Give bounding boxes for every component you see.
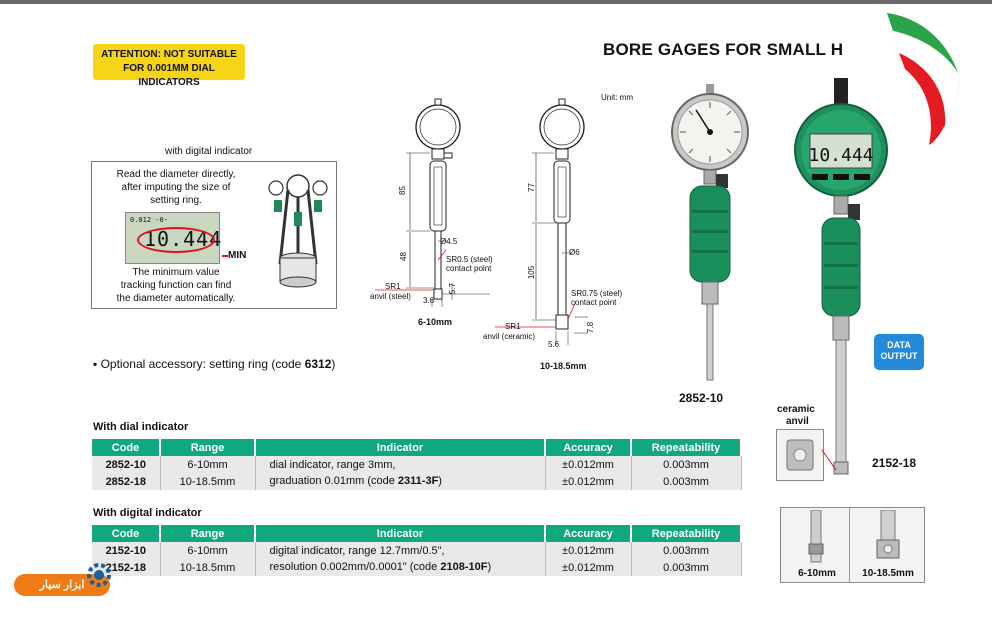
- digital-box-label: with digital indicator: [165, 146, 253, 157]
- dim-5-7: 5.7: [448, 282, 458, 295]
- cell-code: 2152-10: [92, 542, 160, 559]
- dim-105: 105: [527, 265, 537, 280]
- dial-product-code: 2852-10: [679, 391, 724, 405]
- table-row: [92, 456, 741, 473]
- cell-range: 6-10mm: [160, 542, 255, 559]
- sr-steel-label-2: SR0.75 (steel): [571, 289, 623, 298]
- attention-badge: [93, 44, 245, 88]
- cell-repeatability: 0.003mm: [631, 542, 741, 559]
- dim-dia-6: Ø6: [569, 248, 580, 257]
- indicator-text: graduation 0.01mm (code: [269, 475, 398, 487]
- text-line: Read the diameter directly,: [116, 169, 236, 180]
- cell-range: 10-18.5mm: [160, 559, 255, 576]
- optional-code: 6312: [304, 357, 332, 371]
- ceramic-pointer-line: [820, 448, 850, 478]
- indicator-text: ): [487, 561, 492, 573]
- cell-range: 6-10mm: [160, 456, 255, 473]
- digital-spec-table: [92, 525, 742, 576]
- data-output-line-2: OUTPUT: [880, 351, 918, 361]
- cell-repeatability: 0.003mm: [631, 456, 741, 473]
- drawing1-caption: 6-10mm: [418, 317, 453, 327]
- indicator-line-2: [270, 473, 545, 489]
- dim-48: 48: [398, 252, 408, 261]
- digital-gage-display: 10.444: [808, 145, 874, 166]
- digital-explanation-box: [91, 161, 337, 309]
- sr1-label-2: SR1: [505, 322, 521, 331]
- digital-text-top: [96, 168, 256, 207]
- text-line: setting ring.: [150, 195, 202, 206]
- text-line: tracking function can find: [120, 280, 232, 291]
- cell-range: 10-18.5mm: [160, 473, 255, 490]
- contact-point-label-2: contact point: [571, 298, 617, 307]
- dim-7-8: 7.8: [586, 321, 596, 334]
- col-range: Range: [160, 525, 255, 542]
- top-border: [0, 0, 992, 4]
- anvil-label: anvil: [786, 416, 809, 427]
- indicator-code: 2108-10F: [440, 561, 488, 573]
- lcd-small-readout: 0.012 -0-: [130, 216, 168, 224]
- col-range: Range: [160, 439, 255, 456]
- indicator-line-2: [270, 559, 545, 575]
- drawing2-caption: 10-18.5mm: [540, 361, 587, 371]
- col-indicator: Indicator: [255, 439, 545, 456]
- indicator-code: 2311-3F: [397, 475, 439, 487]
- col-accuracy: Accuracy: [545, 439, 631, 456]
- cell-accuracy: ±0.012mm: [545, 542, 631, 559]
- sr1-label: SR1: [385, 282, 401, 291]
- thumb-10-18-caption: 10-18.5mm: [862, 568, 914, 579]
- col-repeatability: Repeatability: [631, 439, 741, 456]
- data-output-line-1: DATA: [887, 340, 911, 350]
- table-row: [92, 542, 741, 559]
- col-indicator: Indicator: [255, 525, 545, 542]
- min-label: MIN: [228, 250, 247, 261]
- dial-bore-gage-photo: [660, 80, 760, 390]
- table-header-row: [92, 525, 741, 542]
- text-line: The minimum value: [132, 267, 220, 278]
- table-header-row: [92, 439, 741, 456]
- attention-line-1: ATTENTION: NOT SUITABLE: [101, 49, 237, 60]
- thumb-6-10-caption: 6-10mm: [798, 568, 836, 579]
- digital-product-code: 2152-18: [872, 456, 917, 470]
- optional-suffix: ): [331, 357, 336, 371]
- ceramic-anvil-inset: [776, 429, 824, 481]
- cell-repeatability: 0.003mm: [631, 559, 741, 576]
- tip-thumbnails: [780, 507, 925, 583]
- optional-prefix: ▪ Optional accessory: setting ring (code: [93, 357, 305, 371]
- cell-code: 2852-18: [92, 473, 160, 490]
- dial-spec-table: [92, 439, 742, 490]
- thumb-divider: [849, 508, 850, 582]
- lcd-display: [125, 212, 223, 264]
- anvil-ceramic-label: anvil (ceramic): [483, 332, 536, 341]
- cell-indicator: [255, 542, 545, 576]
- optional-accessory-note: [93, 357, 335, 371]
- logo-text: ابزار سیار: [39, 579, 85, 591]
- text-line: the diameter automatically.: [116, 293, 236, 304]
- dim-3-6: 3.6: [423, 296, 435, 305]
- unit-label: Unit: mm: [601, 93, 633, 102]
- cell-accuracy: ±0.012mm: [545, 559, 631, 576]
- sr-steel-label: SR0.5 (steel): [446, 255, 493, 264]
- cell-repeatability: 0.003mm: [631, 473, 741, 490]
- dim-5-6: 5.6: [548, 340, 560, 349]
- min-highlight-oval: [137, 227, 215, 253]
- text-line: after imputing the size of: [121, 182, 231, 193]
- gear-icon: [84, 560, 114, 590]
- tip-6-10-image: [801, 510, 831, 566]
- dial-section-title: With dial indicator: [93, 421, 189, 433]
- lcd-digits: 10.444: [144, 227, 223, 251]
- indicator-line-1: dial indicator, range 3mm,: [269, 459, 396, 471]
- cell-indicator: [255, 456, 545, 490]
- col-code: Code: [92, 525, 160, 542]
- digital-text-bottom: [96, 266, 256, 305]
- technical-drawing-10-18: [490, 95, 640, 355]
- dim-85: 85: [397, 186, 407, 195]
- col-accuracy: Accuracy: [545, 525, 631, 542]
- data-output-badge: [874, 334, 924, 370]
- cell-code: 2852-10: [92, 456, 160, 473]
- indicator-text: ): [438, 475, 442, 487]
- ceramic-label: ceramic: [777, 404, 815, 415]
- col-code: Code: [92, 439, 160, 456]
- col-repeatability: Repeatability: [631, 525, 741, 542]
- indicator-text: resolution 0.002mm/0.0001" (code: [269, 561, 441, 573]
- gauge-in-ring-illustration: [262, 166, 334, 306]
- ceramic-anvil-image: [777, 430, 823, 480]
- indicator-line-1: digital indicator, range 12.7mm/0.5",: [269, 545, 445, 557]
- contact-point-label: contact point: [446, 264, 492, 273]
- tip-10-18-image: [873, 510, 903, 566]
- anvil-steel-label: anvil (steel): [370, 292, 411, 301]
- dim-77: 77: [526, 183, 536, 192]
- cell-accuracy: ±0.012mm: [545, 473, 631, 490]
- cell-code: 2152-18: [92, 559, 160, 576]
- cell-accuracy: ±0.012mm: [545, 456, 631, 473]
- dim-dia-4-5: Ø4.5: [440, 237, 458, 246]
- attention-line-2: FOR 0.001MM DIAL INDICATORS: [123, 63, 215, 88]
- page-title: BORE GAGES FOR SMALL H: [603, 40, 844, 59]
- digital-section-title: With digital indicator: [93, 507, 202, 519]
